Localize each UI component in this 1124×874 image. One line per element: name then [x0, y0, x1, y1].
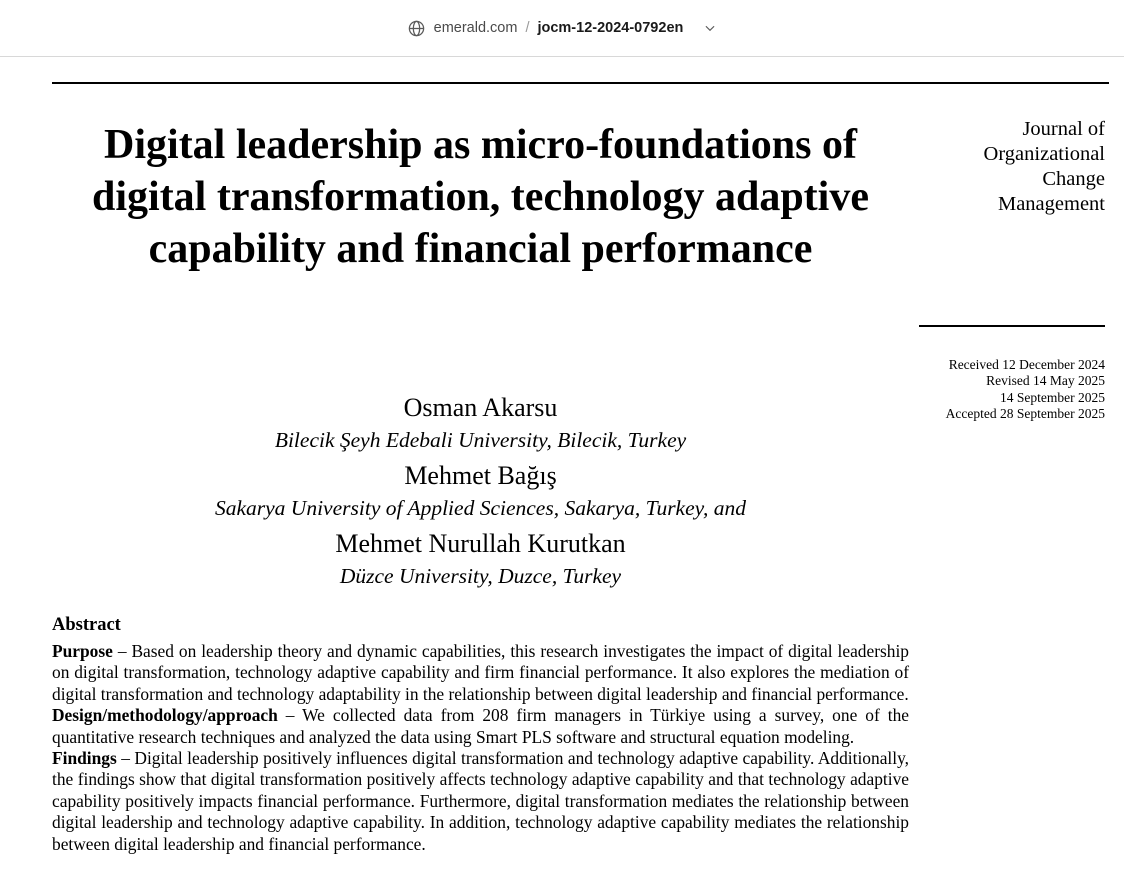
article-title: Digital leadership as micro-foundations of digital transformation, technology adaptive capability and financial performance	[92, 122, 869, 272]
author-affiliation: Düzce University, Duzce, Turkey	[339, 564, 622, 588]
abstract-label-purpose: Purpose	[52, 641, 113, 661]
date-accepted: Accepted 28 September 2025	[945, 406, 1105, 422]
journal-name	[875, 117, 1105, 217]
header-rule	[52, 82, 1109, 84]
date-revised-2: 14 September 2025	[1000, 389, 1105, 405]
browser-topbar	[0, 0, 1124, 57]
author-name: Mehmet Nurullah Kurutkan	[335, 529, 626, 558]
author-affiliation: Bilecik Şeyh Edebali University, Bilecik, Turkey	[274, 428, 687, 452]
abstract-label-method: Design/methodology/approach	[52, 705, 278, 726]
abstract-text-purpose: – Based on leadership theory and dynamic capabilities, this research investigates the impact of digital leadership on digital transformation, technology adaptive capability and firm financial performance. It also explores the mediation of digital transformation and technology adaptability in the relationship between digital leadership and financial performance.	[52, 641, 909, 704]
abstract-section	[52, 615, 909, 855]
globe-icon	[407, 19, 426, 38]
document-page	[0, 57, 1124, 874]
abstract-paragraph-findings	[52, 748, 909, 855]
author-list	[52, 387, 909, 591]
journal-name-line-3: Change	[1042, 168, 1105, 190]
breadcrumb-filename[interactable]: jocm-12-2024-0792en	[537, 20, 684, 36]
publication-dates	[875, 357, 1105, 423]
breadcrumb-domain[interactable]: emerald.com	[433, 20, 518, 36]
author-affiliation: Sakarya University of Applied Sciences, Sakarya, Turkey, and	[214, 496, 746, 520]
chevron-down-icon[interactable]	[703, 21, 717, 35]
author-name: Osman Akarsu	[403, 393, 558, 422]
abstract-paragraph-purpose	[52, 641, 909, 705]
journal-name-line-4: Management	[997, 193, 1105, 215]
abstract-text-method: – We collected data from 208 firm managers in Türkiye using a survey, one of the quantitative research techniques and analyzed the data using Smart PLS software and structural equation modeling.	[52, 705, 909, 747]
abstract-heading: Abstract	[52, 615, 121, 635]
breadcrumb[interactable]	[407, 19, 718, 38]
date-revised: Revised 14 May 2025	[986, 373, 1105, 389]
breadcrumb-separator: /	[525, 20, 530, 36]
date-received: Received 12 December 2024	[948, 357, 1105, 372]
author-name: Mehmet Bağış	[404, 461, 557, 490]
abstract-paragraph-method	[52, 705, 909, 748]
journal-name-line-2: Organizational	[983, 143, 1105, 165]
margin-rule	[919, 325, 1105, 327]
abstract-label-findings: Findings	[52, 748, 117, 769]
journal-name-line-1: Journal of	[1022, 118, 1105, 140]
abstract-text-findings: – Digital leadership positively influences digital transformation and technology adaptive capability. Additionally, the findings show that digital transformation positively affects technology adaptive capability and that technology adaptive capability positively impacts financial performance. Furthermore, digital transformation mediates the relationship between digital leadership and technology adaptive capability. In addition, technology adaptive capability mediates the relationship between digital leadership and financial performance.	[52, 748, 909, 854]
